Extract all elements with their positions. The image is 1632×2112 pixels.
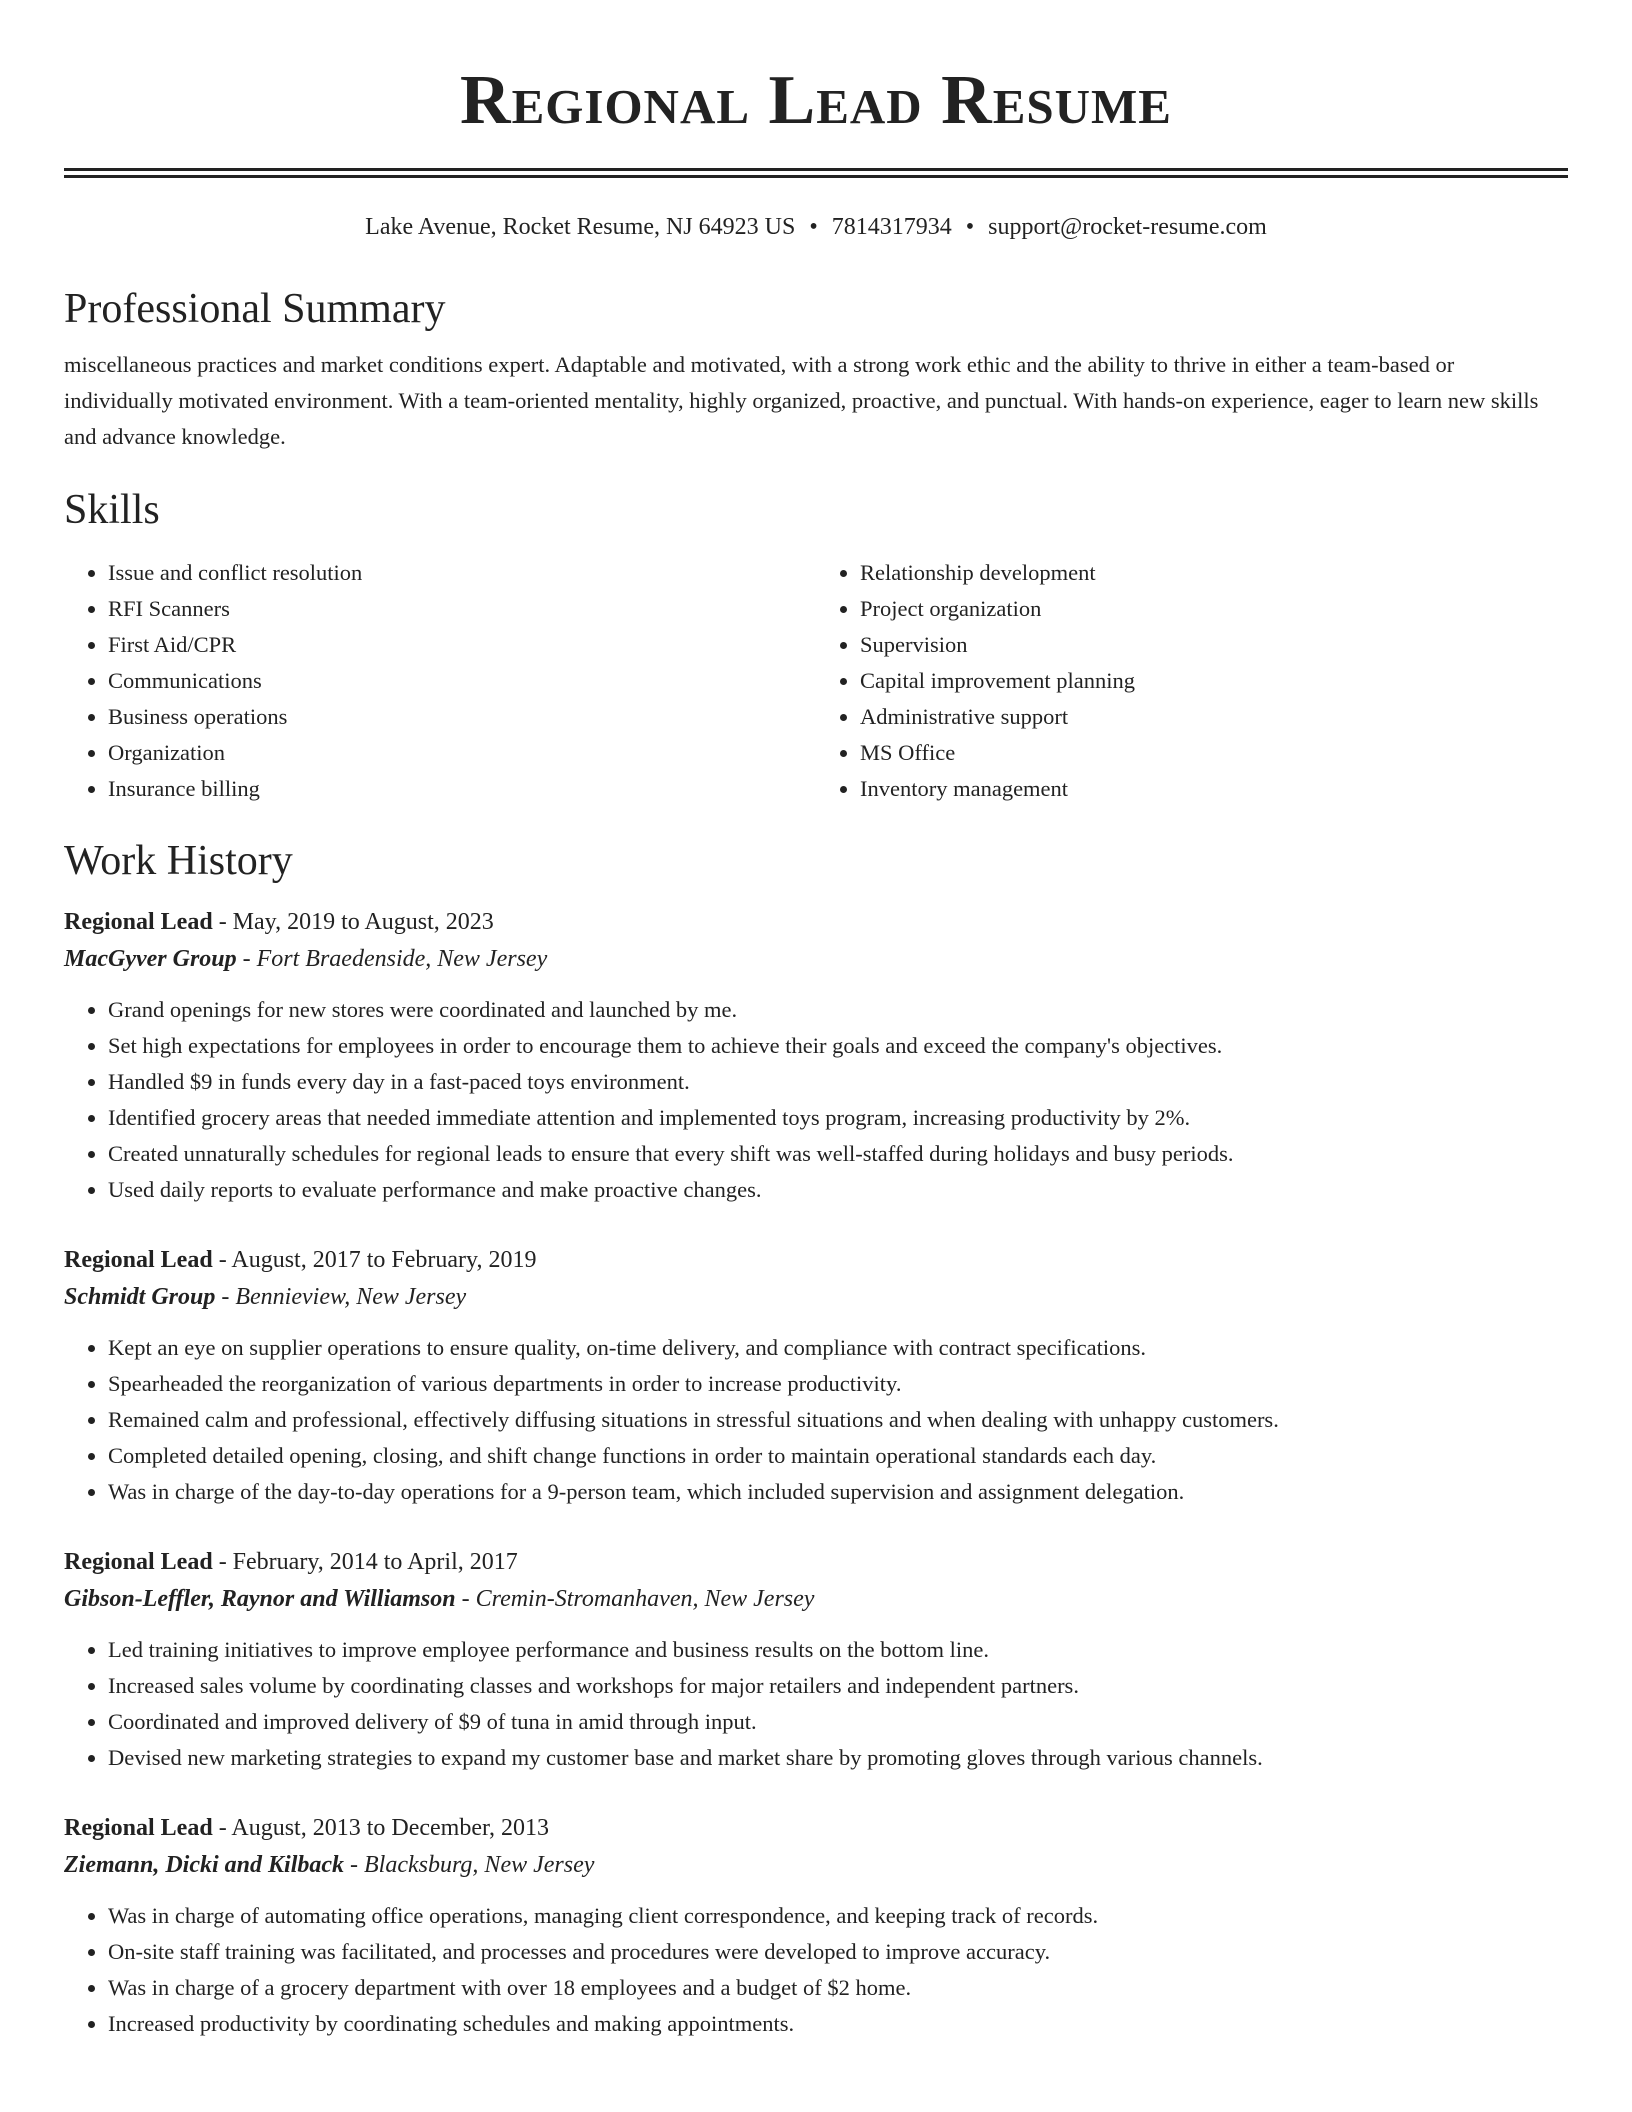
summary-section: [64, 288, 1568, 455]
contact-phone: 7814317934: [831, 214, 952, 240]
skills-list-left: [64, 555, 816, 807]
job-bullets: [64, 1898, 1568, 2042]
list-item: • Remained calm and professional, effectively diffusing situations in stressful situations and when dealing with unhappy customers.: [108, 1402, 1568, 1438]
list-item: • Supervision: [860, 627, 1568, 663]
job-company: Schmidt Group: [64, 1284, 216, 1310]
job-company: Ziemann, Dicki and Kilback: [64, 1852, 345, 1878]
job-role: Regional Lead: [64, 1549, 213, 1575]
job-bullets: [64, 1330, 1568, 1510]
list-item: • Inventory management: [860, 771, 1568, 807]
job-company: Gibson-Leffler, Raynor and Williamson: [64, 1586, 456, 1612]
job-title-line: [64, 1544, 1568, 1580]
list-item: • Identified grocery areas that needed immediate attention and implemented toys program, increasing productivity by 2%.: [108, 1100, 1568, 1136]
job-title-line: [64, 1242, 1568, 1278]
list-item: • MS Office: [860, 735, 1568, 771]
job-location: - Bennieview, New Jersey: [215, 1284, 467, 1310]
job-title-line: [64, 904, 1568, 940]
skills-list-right: [816, 555, 1568, 807]
summary-heading: Professional Summary: [64, 286, 446, 332]
list-item: • Organization: [108, 735, 816, 771]
job-bullets: [64, 1632, 1568, 1776]
list-item: • Business operations: [108, 699, 816, 735]
list-item: • Used daily reports to evaluate performance and make proactive changes.: [108, 1172, 1568, 1208]
list-item: • Increased sales volume by coordinating classes and workshops for major retailers and independent partners.: [108, 1668, 1568, 1704]
contact-separator: •: [965, 214, 975, 240]
job-list: [64, 904, 1568, 2042]
job-company-line: [64, 1278, 1568, 1316]
summary-text: miscellaneous practices and market conditions expert. Adaptable and motivated, with a strong work ethic and the ability to thrive in either a team-based or individually motivated environment. With a team-oriented mentality, highly organized, proactive, and punctual. With hands-on experience, eager to learn new skills and advance knowledge.: [64, 352, 1539, 449]
list-item: • Coordinated and improved delivery of $9 of tuna in amid through input.: [108, 1704, 1568, 1740]
list-item: • Set high expectations for employees in order to encourage them to achieve their goals and exceed the company's objectives.: [108, 1028, 1568, 1064]
job-location: - Blacksburg, New Jersey: [344, 1852, 595, 1878]
job-company-line: [64, 940, 1568, 978]
contact-line: [64, 211, 1568, 243]
job-company-line: [64, 1846, 1568, 1884]
job-company-line: [64, 1580, 1568, 1618]
list-item: • Issue and conflict resolution: [108, 555, 816, 591]
list-item: • First Aid/CPR: [108, 627, 816, 663]
job-dates: - February, 2014 to April, 2017: [212, 1549, 518, 1575]
job-role: Regional Lead: [64, 1815, 213, 1841]
list-item: • Administrative support: [860, 699, 1568, 735]
list-item: • Completed detailed opening, closing, and shift change functions in order to maintain operational standards each day.: [108, 1438, 1568, 1474]
list-item: • Increased productivity by coordinating schedules and making appointments.: [108, 2006, 1568, 2042]
job-role: Regional Lead: [64, 1247, 213, 1273]
job-bullets: [64, 992, 1568, 1208]
list-item: • Was in charge of a grocery department with over 18 employees and a budget of $2 home.: [108, 1970, 1568, 2006]
job-location: - Cremin-Stromanhaven, New Jersey: [455, 1586, 815, 1612]
job-entry: [64, 1810, 1568, 2042]
title-double-rule: [64, 168, 1568, 178]
list-item: • Insurance billing: [108, 771, 816, 807]
list-item: • Relationship development: [860, 555, 1568, 591]
contact-address: Lake Avenue, Rocket Resume, NJ 64923 US: [365, 214, 796, 240]
work-section: [64, 840, 1568, 2042]
contact-email: support@rocket-resume.com: [988, 214, 1267, 240]
list-item: • On-site staff training was facilitated, and processes and procedures were developed to improve accuracy.: [108, 1934, 1568, 1970]
list-item: • Was in charge of the day-to-day operations for a 9-person team, which included supervision and assignment delegation.: [108, 1474, 1568, 1510]
skills-heading: Skills: [64, 487, 160, 533]
resume-title: Regional Lead Resume: [460, 62, 1172, 139]
list-item: • RFI Scanners: [108, 591, 816, 627]
job-dates: - May, 2019 to August, 2023: [212, 909, 494, 935]
job-entry: [64, 1544, 1568, 1776]
job-company: MacGyver Group: [64, 946, 237, 972]
list-item: • Capital improvement planning: [860, 663, 1568, 699]
work-heading: Work History: [64, 838, 293, 884]
job-dates: - August, 2017 to February, 2019: [212, 1247, 537, 1273]
list-item: • Led training initiatives to improve employee performance and business results on the bottom line.: [108, 1632, 1568, 1668]
list-item: • Communications: [108, 663, 816, 699]
list-item: • Devised new marketing strategies to expand my customer base and market share by promoting gloves through various channels.: [108, 1740, 1568, 1776]
list-item: • Handled $9 in funds every day in a fast-paced toys environment.: [108, 1064, 1568, 1100]
job-role: Regional Lead: [64, 909, 213, 935]
list-item: • Created unnaturally schedules for regional leads to ensure that every shift was well-staffed during holidays and busy periods.: [108, 1136, 1568, 1172]
job-dates: - August, 2013 to December, 2013: [212, 1815, 550, 1841]
skills-section: [64, 489, 1568, 807]
job-title-line: [64, 1810, 1568, 1846]
list-item: • Grand openings for new stores were coordinated and launched by me.: [108, 992, 1568, 1028]
job-location: - Fort Braedenside, New Jersey: [236, 946, 548, 972]
contact-separator: •: [809, 214, 818, 240]
job-entry: [64, 904, 1568, 1208]
list-item: • Project organization: [860, 591, 1568, 627]
list-item: • Spearheaded the reorganization of various departments in order to increase productivity.: [108, 1366, 1568, 1402]
list-item: • Kept an eye on supplier operations to ensure quality, on-time delivery, and compliance with contract specifications.: [108, 1330, 1568, 1366]
skills-columns: [64, 555, 1568, 807]
job-entry: [64, 1242, 1568, 1510]
list-item: • Was in charge of automating office operations, managing client correspondence, and keeping track of records.: [108, 1898, 1568, 1934]
